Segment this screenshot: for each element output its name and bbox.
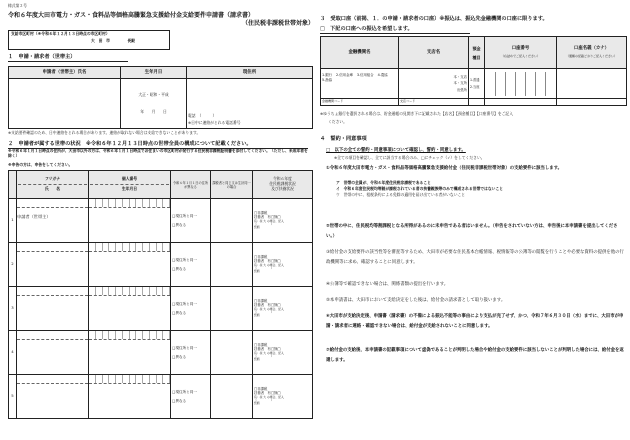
addr-option-diff[interactable]: □異なる bbox=[172, 398, 187, 403]
contact-note: ※支給要件確認のため、日中連絡をとれる場合があります。連絡が取れない場合は支給できないことがあります。 bbox=[8, 130, 201, 135]
member-name-field[interactable] bbox=[17, 287, 89, 331]
addr-option-same[interactable]: □現住所と同一 bbox=[172, 390, 197, 395]
header-applicant-name: 申請者（世帯主）氏名 bbox=[9, 67, 121, 79]
addr-option-same[interactable]: □現住所と同一 bbox=[172, 214, 197, 219]
bank-type-option[interactable]: 3.信用組合 bbox=[356, 73, 374, 77]
consent-item-1b: イ 令和６年度住民税均等割が課税されている者の扶養親族等のみで構成される世帯ではないこと bbox=[336, 186, 504, 191]
member-address-field[interactable] bbox=[171, 199, 211, 243]
household-table bbox=[8, 170, 313, 419]
bank-type-option[interactable]: 1.銀行 bbox=[322, 73, 333, 77]
account-number-field[interactable] bbox=[485, 69, 557, 99]
member-tax-field[interactable] bbox=[211, 331, 253, 375]
member-name-field[interactable] bbox=[17, 375, 89, 419]
col-account-number-note: （右詰めでご記入ください） bbox=[500, 54, 540, 59]
consent-item-4: ④公簿等で確認できない場合は、関係書類の提出を行います。 bbox=[326, 282, 449, 287]
household-row bbox=[9, 199, 313, 243]
section3-subheading: □ 下記の口座への振込を希望します。 bbox=[320, 26, 470, 34]
submit-to-mayor: 長殿 bbox=[127, 37, 135, 43]
member-address-field[interactable] bbox=[171, 243, 211, 287]
member-address-field[interactable] bbox=[171, 287, 211, 331]
status-nontaxed[interactable]: □非課税 bbox=[254, 299, 268, 304]
deposit-type-field[interactable] bbox=[469, 69, 485, 99]
member-status-field[interactable]: □非課税 扶養者 有□無□ 有：扶 大 の場合、記入 （ ） 続柄 bbox=[253, 199, 313, 243]
phone-label: 電話 （ ） bbox=[188, 112, 217, 118]
status-nontaxed[interactable]: □非課税 bbox=[254, 387, 268, 392]
deposit-type-option[interactable]: 2.当座 bbox=[470, 85, 480, 89]
addr-option-same[interactable]: □現住所と同一 bbox=[172, 302, 197, 307]
status-sub-2: 続柄 bbox=[254, 269, 260, 274]
member-status-field[interactable]: □非課税 扶養者 有□無□ 有：扶 大 の場合、記入 （ ） 続柄 bbox=[253, 331, 313, 375]
deposit-type-option[interactable]: 1.普通 bbox=[470, 78, 480, 82]
consent-item-2: ②世帯の中に、住民税均等割課税となる所得があるのに未申告である者はいません。（申告をされていない方は、申告後に本申請書を提出してください。） bbox=[326, 224, 618, 239]
status-dependent[interactable]: 扶養者 有□無□ bbox=[254, 259, 281, 264]
consent-item-3: ③給付金の支給要件の該当性等を審査等するため、大田市が必要な住民基本台帳情報、税情報等の公簿等の閲覧を行うことや必要な資料の提供を他の行政機関等に求め、確認することに同意します。 bbox=[326, 250, 624, 265]
col-bank-name: 金融機関名 bbox=[321, 37, 399, 69]
bank-table bbox=[320, 36, 627, 106]
branch-type-option[interactable]: 本・支店 bbox=[453, 75, 467, 80]
applicant-dob-field[interactable] bbox=[121, 79, 187, 129]
col-furigana: フリガナ bbox=[45, 176, 60, 182]
status-nontaxed[interactable]: □非課税 bbox=[254, 343, 268, 348]
branch-type-option[interactable]: 本・支所 bbox=[453, 81, 467, 86]
addr-option-diff[interactable]: □異なる bbox=[172, 222, 187, 227]
status-sub-2: 続柄 bbox=[254, 401, 260, 406]
member-tax-field[interactable] bbox=[211, 199, 253, 243]
household-row bbox=[9, 287, 313, 331]
submit-to-city: 大 田 市 bbox=[91, 37, 110, 43]
applicant-address-field[interactable] bbox=[187, 79, 313, 129]
status-dependent[interactable]: 扶養者 有□無□ bbox=[254, 303, 281, 308]
section4-heading: ４ 誓約・同意事項 bbox=[320, 136, 367, 142]
col-dob: 生年月日 bbox=[90, 184, 169, 192]
member-tax-field[interactable] bbox=[211, 287, 253, 331]
section2-note1: ※令和６年１月１日時点の住所が、大田市以外の方は、令和６年１月１日時点でお住まいの市区町村が発行する住民税非課税証明書を添付してください。（ただし、未成年者を除く） bbox=[8, 148, 308, 158]
status-nontaxed[interactable]: □非課税 bbox=[254, 211, 268, 216]
status-sub-2: 続柄 bbox=[254, 357, 260, 362]
status-dependent[interactable]: 扶養者 有□無□ bbox=[254, 215, 281, 220]
form-number: 様式第２号 bbox=[8, 3, 27, 8]
branch-name-field[interactable] bbox=[399, 69, 469, 99]
bank-type-option[interactable]: 5.漁協 bbox=[322, 78, 333, 83]
col-status-h3: 及び扶養状況 bbox=[271, 185, 294, 191]
consent-item-1c: ウ 世帯の中に、租税条約による免除の適用を届け出ている者がいないこと bbox=[336, 192, 466, 197]
row-number: 1 bbox=[9, 199, 17, 243]
addr-option-diff[interactable]: □異なる bbox=[172, 310, 187, 315]
addr-option-same[interactable]: □現住所と同一 bbox=[172, 346, 197, 351]
account-holder-field[interactable] bbox=[557, 69, 627, 99]
section3-heading: ３ 受取口座（前掲、１．の申請・請求者の口座）※振込は、振込先金融機関の口座に限ります。 bbox=[320, 16, 548, 22]
col-id: 個人番号 bbox=[121, 176, 138, 182]
status-sub-1: 有：扶 大 の場合、記入 bbox=[254, 218, 284, 223]
addr-option-same[interactable]: □現住所と同一 bbox=[172, 258, 197, 263]
status-sub-1: 有：扶 大 の場合、記入 bbox=[254, 306, 284, 311]
bank-code-label: 金融機関コード bbox=[322, 99, 344, 104]
form-title: 令和６年度大田市電力・ガス・食料品等価格高騰緊急支援給付金支給要件申請書（請求書） bbox=[8, 12, 255, 19]
col-account-holder: 口座名義（カナ） bbox=[573, 45, 610, 51]
consent-lead-sub: ※全ての項目を確認し、全てに該当する場合のみ、□にチェック（✓）をしてください。 bbox=[334, 155, 485, 160]
household-row bbox=[9, 243, 313, 287]
col-status-h2: 住民税課税状況 bbox=[269, 181, 296, 187]
bank-name-field[interactable] bbox=[321, 69, 399, 99]
consent-item-5: ⑤本申請書は、大田市において支給決定をした後は、給付金の請求書として取り扱います。 bbox=[326, 298, 506, 303]
member-tax-field[interactable] bbox=[211, 243, 253, 287]
status-sub-1: 有：扶 大 の場合、記入 bbox=[254, 394, 284, 399]
left-page bbox=[4, 0, 314, 440]
consent-item-1: ①令和６年度大田市電力・ガス・食料品等価格高騰緊急支援給付金（住民税非課税世帯対象）の支給要件に該当します。 bbox=[326, 166, 563, 171]
status-nontaxed[interactable]: □非課税 bbox=[254, 255, 268, 260]
member-name-field[interactable] bbox=[17, 243, 89, 287]
header-dob: 生年月日 bbox=[121, 67, 187, 79]
era-options: 大正・昭和・平成 bbox=[138, 91, 169, 97]
col-branch-name: 支店名 bbox=[399, 37, 469, 69]
submit-to-line1: 支給市区町村（※令和６年１２月１３日時点の市区町村） bbox=[11, 31, 110, 36]
status-dependent[interactable]: 扶養者 有□無□ bbox=[254, 391, 281, 396]
member-address-field[interactable] bbox=[171, 375, 211, 419]
consent-item-7: ⑦給付金の支給後、本申請書の記載事項について虚偽であることが判明した場合や給付金の支給要件に該当しないことが判明した場合には、給付金を返還します。 bbox=[326, 348, 624, 363]
member-id-field[interactable] bbox=[89, 375, 171, 419]
col-account-holder-note: （通帳の記載どおりご記入ください） bbox=[565, 54, 617, 59]
status-sub-1: 有：扶 大 の場合、記入 bbox=[254, 262, 284, 267]
yucho-note-2: ください。 bbox=[328, 119, 347, 124]
status-dependent[interactable]: 扶養者 有□無□ bbox=[254, 347, 281, 352]
status-sub-1: 有：扶 大 の場合、記入 bbox=[254, 350, 284, 355]
branch-type-option[interactable]: 出張所 bbox=[456, 87, 467, 92]
bank-code-field[interactable] bbox=[321, 99, 399, 106]
branch-code-label: 支店コード bbox=[400, 99, 416, 104]
phone-note: ※日中に連絡がとれる電話番号 bbox=[188, 120, 241, 126]
col-address-jan: 令和６年１月１日の住所が異なる bbox=[171, 171, 211, 199]
date-units: 年 月 日 bbox=[140, 108, 167, 114]
member-address-field[interactable] bbox=[171, 331, 211, 375]
consent-lead[interactable]: □ 以下の全ての誓約・同意事項について確認し、誓約・同意します。 bbox=[326, 148, 466, 153]
branch-code-field[interactable] bbox=[399, 99, 469, 106]
submit-to-box bbox=[8, 30, 170, 50]
status-sub-2: 続柄 bbox=[254, 225, 260, 230]
status-sub-2: 続柄 bbox=[254, 313, 260, 318]
consent-item-6: ⑥大田市が支給決定後、申請書（請求書）の不備による振込不能等の事由により支払が完了せず、かつ、令和７年６月３０日（水）までに、大田市が申請・請求者に連絡・確認できない場合は、給付金が支給されないことに同意します。 bbox=[326, 314, 624, 329]
addr-option-diff[interactable]: □異なる bbox=[172, 266, 187, 271]
bank-type-option[interactable]: 4.農協 bbox=[377, 73, 388, 77]
member-status-field[interactable]: □非課税 扶養者 有□無□ 有：扶 大 の場合、記入 （ ） 続柄 bbox=[253, 375, 313, 419]
applicant-table bbox=[8, 66, 313, 129]
member-id-field[interactable] bbox=[89, 243, 171, 287]
member-id-field[interactable] bbox=[89, 331, 171, 375]
member-tax-field[interactable] bbox=[211, 375, 253, 419]
household-row bbox=[9, 375, 313, 419]
member-name-field[interactable] bbox=[17, 199, 89, 243]
header-address: 現住所 bbox=[187, 67, 313, 79]
section2-heading: ２ 申請者が属する世帯の状況 ※令和６年１２月１３日時点の世帯全員の構成について記載ください。 bbox=[8, 141, 308, 149]
member-status-field[interactable]: □非課税 扶養者 有□無□ 有：扶 大 の場合、記入 （ ） 続柄 bbox=[253, 243, 313, 287]
row-number: 5 bbox=[9, 375, 17, 419]
member-status-field[interactable]: □非課税 扶養者 有□無□ 有：扶 大 の場合、記入 （ ） 続柄 bbox=[253, 287, 313, 331]
household-row bbox=[9, 331, 313, 375]
col-status-h1: 令和６年度 bbox=[273, 176, 292, 182]
member-name-field[interactable] bbox=[17, 331, 89, 375]
row-number: 4 bbox=[9, 331, 17, 375]
form-subtitle: （住民税非課税世帯対象） bbox=[241, 20, 314, 27]
col-account-number: 口座番号 bbox=[511, 45, 530, 51]
consent-item-1a: ア 世帯の全員が、令和６年度住民税非課税であること bbox=[336, 180, 431, 185]
row1-name: 申請者（世帯主） bbox=[17, 214, 51, 219]
member-id-field[interactable] bbox=[89, 199, 171, 243]
row-number: 2 bbox=[9, 243, 17, 287]
applicant-name-field[interactable] bbox=[9, 79, 121, 129]
yucho-note-1: ※ゆうちょ銀行を選択される場合は、貯金通帳の見開き下に記載された【店名】【預金種目】【口座番号】をご記入 bbox=[320, 111, 514, 116]
col-deposit-type-1: 預金 bbox=[472, 45, 481, 51]
section2-note2: ※申告の方は、申告をしてください。 bbox=[8, 162, 73, 167]
right-page bbox=[318, 0, 628, 440]
addr-option-diff[interactable]: □異なる bbox=[172, 354, 187, 359]
section1-heading: １ 申請・請求者（世帯主） bbox=[8, 54, 128, 62]
row-number: 3 bbox=[9, 287, 17, 331]
col-deposit-type-2: 種目 bbox=[472, 54, 481, 60]
bank-type-option[interactable]: 2.信用金庫 bbox=[336, 73, 353, 77]
col-name: 氏 名 bbox=[18, 184, 87, 192]
col-tax-same: 課税者と同じ又は生計同一の場合 bbox=[211, 171, 253, 199]
member-id-field[interactable] bbox=[89, 287, 171, 331]
